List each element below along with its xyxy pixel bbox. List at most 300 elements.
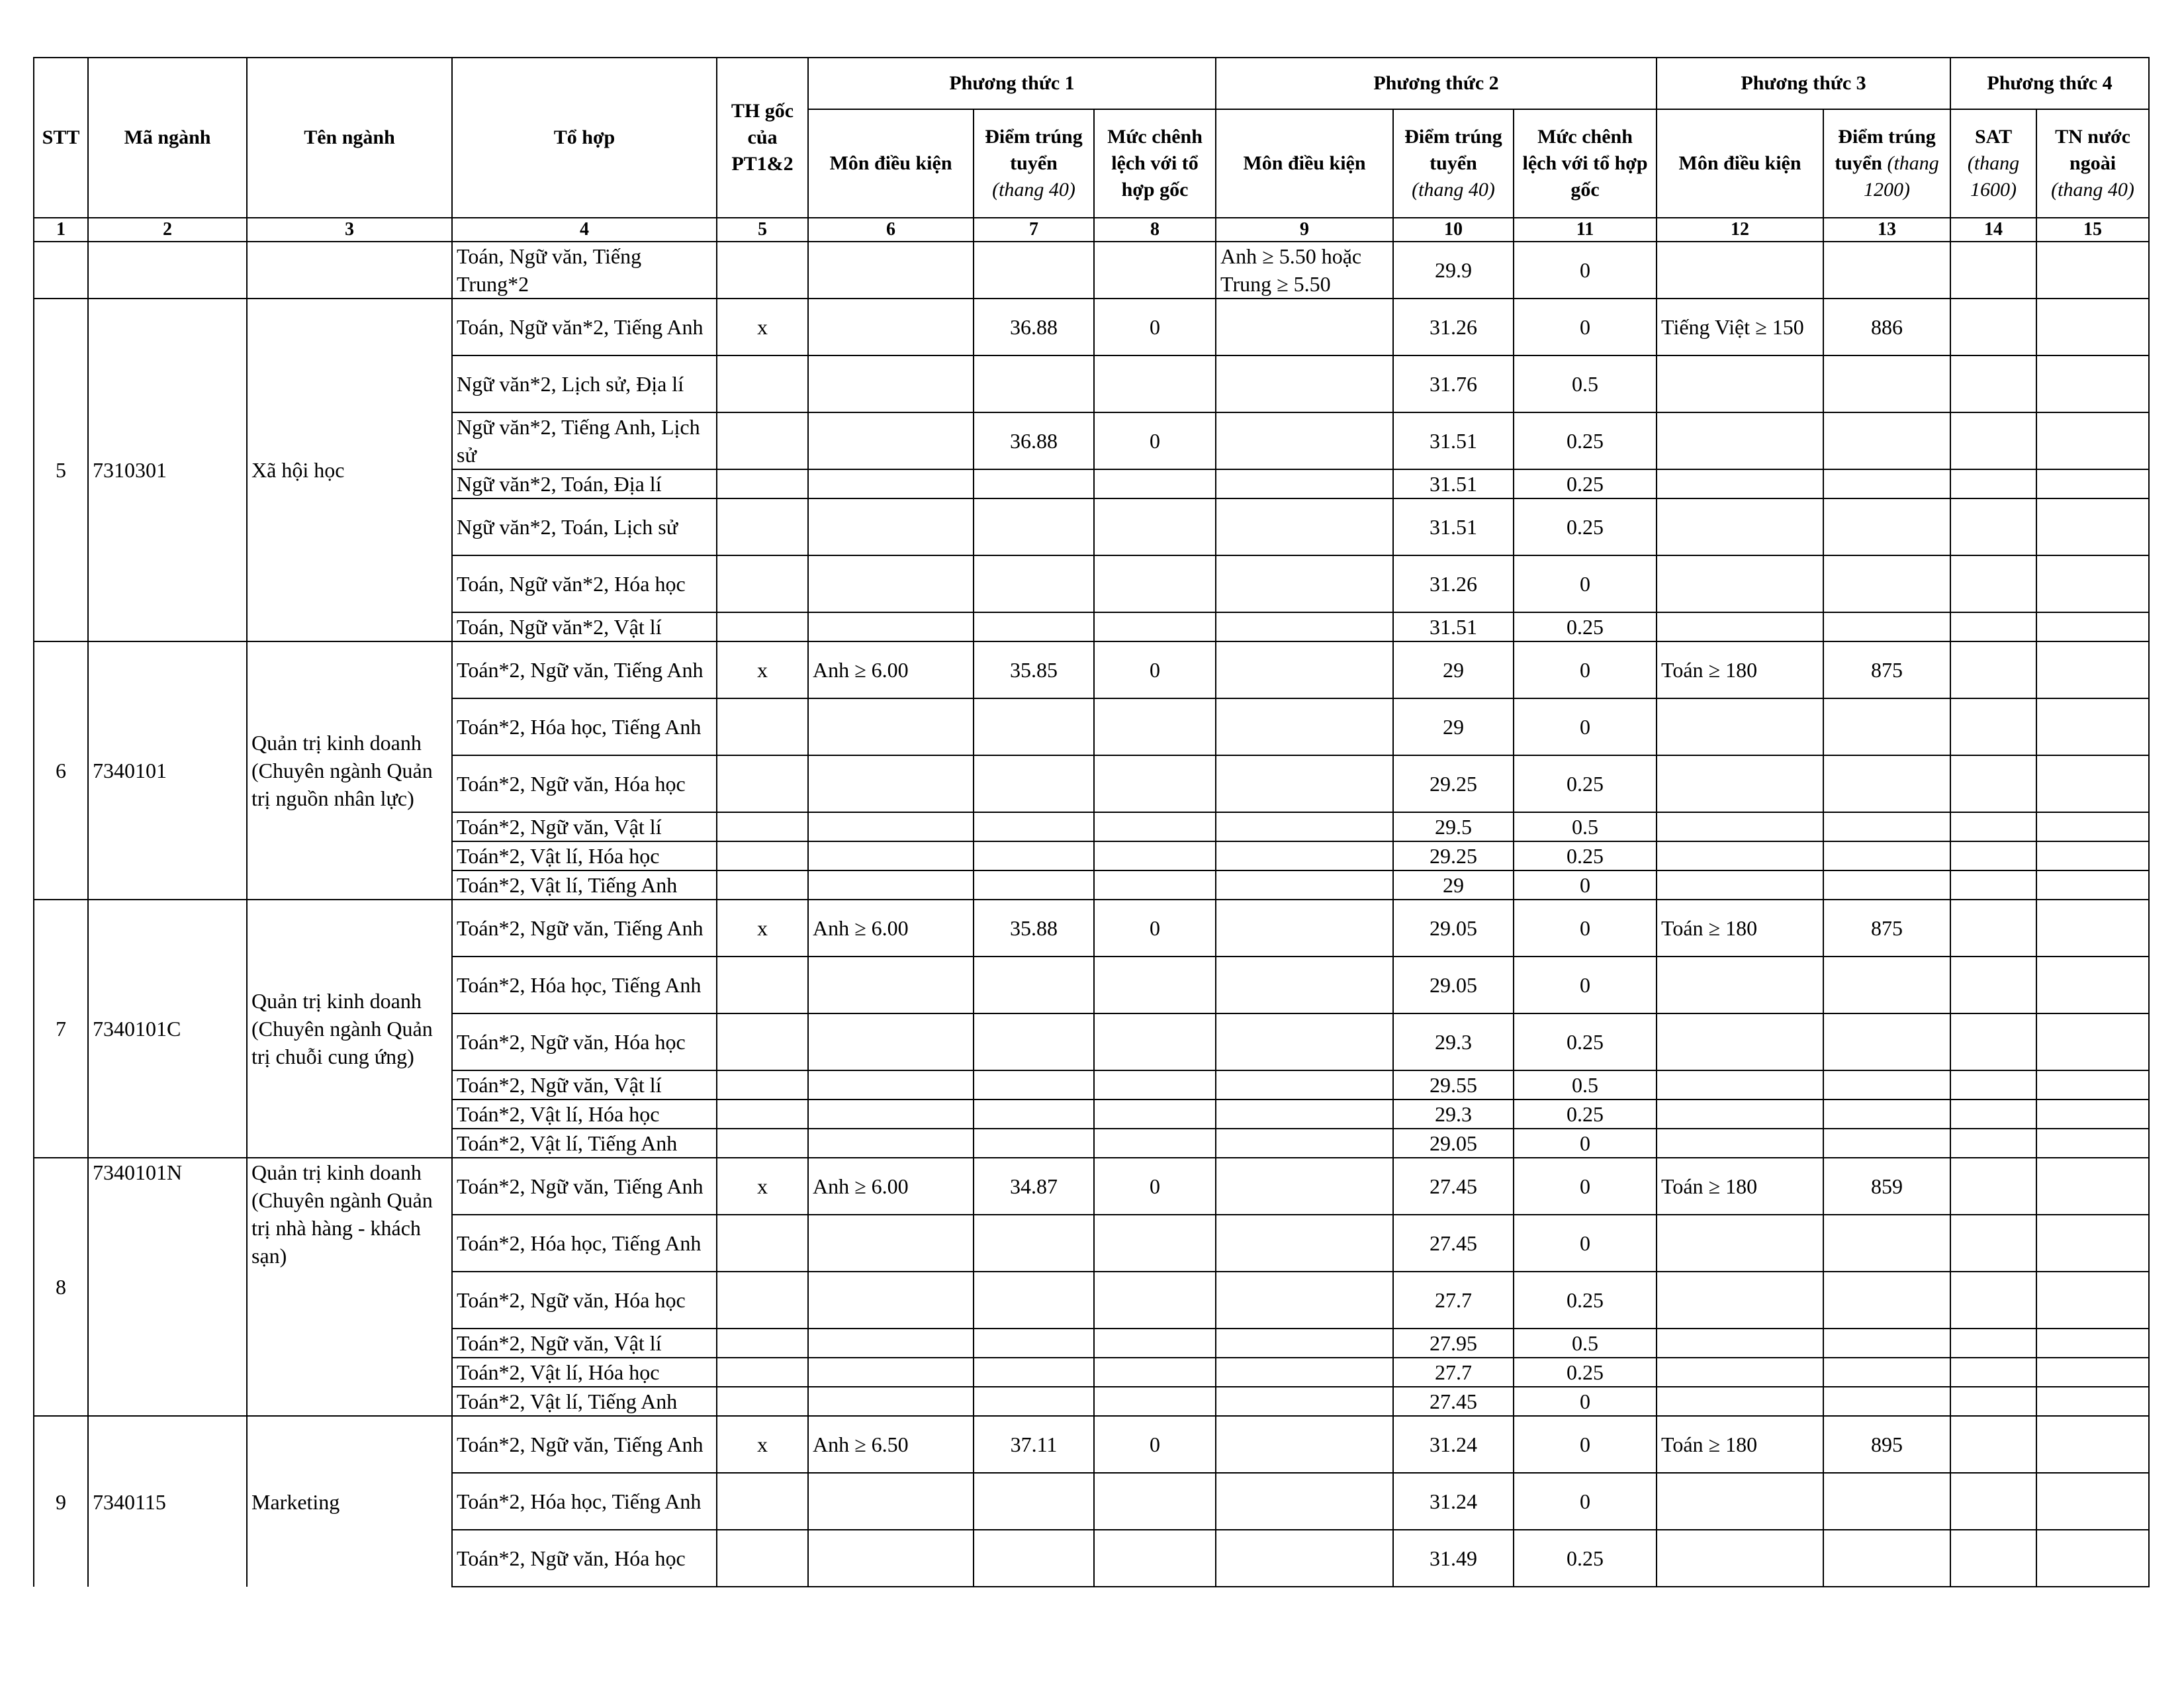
pt1-chenh-lech-cell: 0: [1094, 299, 1216, 355]
pt2-chenh-lech-cell: 0.25: [1514, 498, 1657, 555]
pt2-mon-dieu-kien-cell: [1216, 612, 1393, 641]
column-number: 10: [1393, 218, 1514, 242]
header-pt2-chenh-lech: Mức chênh lệch với tổ hợp gốc: [1514, 109, 1657, 218]
pt3-diem-cell: [1823, 812, 1950, 841]
th-goc-cell: [717, 1530, 808, 1587]
column-number: 1: [34, 218, 88, 242]
pt2-chenh-lech-cell: 0.25: [1514, 841, 1657, 870]
pt1-chenh-lech-cell: [1094, 1100, 1216, 1129]
th-goc-cell: [717, 1358, 808, 1387]
pt2-diem-cell: 31.51: [1393, 498, 1514, 555]
pt2-chenh-lech-cell: 0: [1514, 1158, 1657, 1215]
pt2-chenh-lech-cell: 0.5: [1514, 355, 1657, 412]
pt2-mon-dieu-kien-cell: [1216, 841, 1393, 870]
sat-cell: [1950, 1358, 2036, 1387]
sat-cell: [1950, 1272, 2036, 1329]
to-hop-cell: Toán, Ngữ văn, Tiếng Trung*2: [452, 242, 717, 299]
header-ma-nganh: Mã ngành: [88, 58, 247, 218]
tn-nuoc-ngoai-cell: [2036, 755, 2149, 812]
pt2-chenh-lech-cell: 0.25: [1514, 1358, 1657, 1387]
pt2-diem-cell: 27.45: [1393, 1387, 1514, 1416]
header-sat-scale: (thang 1600): [1967, 152, 2020, 201]
column-number: 8: [1094, 218, 1216, 242]
pt3-diem-cell: [1823, 412, 1950, 469]
pt2-diem-cell: 31.24: [1393, 1473, 1514, 1530]
pt2-mon-dieu-kien-cell: [1216, 412, 1393, 469]
sat-cell: [1950, 755, 2036, 812]
sat-cell: [1950, 1329, 2036, 1358]
header-pt1-diem-scale: (thang 40): [992, 179, 1075, 201]
pt2-mon-dieu-kien-cell: Anh ≥ 5.50 hoặc Trung ≥ 5.50: [1216, 242, 1393, 299]
to-hop-cell: Toán*2, Vật lí, Tiếng Anh: [452, 870, 717, 900]
tn-nuoc-ngoai-cell: [2036, 870, 2149, 900]
tn-nuoc-ngoai-cell: [2036, 1013, 2149, 1070]
to-hop-cell: Toán*2, Ngữ văn, Tiếng Anh: [452, 641, 717, 698]
pt1-mon-dieu-kien-cell: [808, 841, 974, 870]
pt2-diem-cell: 31.24: [1393, 1416, 1514, 1473]
tn-nuoc-ngoai-cell: [2036, 957, 2149, 1013]
pt2-mon-dieu-kien-cell: [1216, 355, 1393, 412]
pt3-mon-dieu-kien-cell: [1657, 1387, 1823, 1416]
sat-cell: [1950, 812, 2036, 841]
pt2-mon-dieu-kien-cell: [1216, 1358, 1393, 1387]
pt1-chenh-lech-cell: [1094, 870, 1216, 900]
pt2-mon-dieu-kien-cell: [1216, 812, 1393, 841]
pt2-chenh-lech-cell: 0: [1514, 1416, 1657, 1473]
pt2-mon-dieu-kien-cell: [1216, 1129, 1393, 1158]
sat-cell: [1950, 355, 2036, 412]
pt2-mon-dieu-kien-cell: [1216, 1272, 1393, 1329]
to-hop-cell: Toán*2, Ngữ văn, Vật lí: [452, 1070, 717, 1100]
header-sat: [1950, 109, 2036, 218]
to-hop-cell: Toán*2, Vật lí, Hóa học: [452, 1100, 717, 1129]
tn-nuoc-ngoai-cell: [2036, 698, 2149, 755]
pt2-mon-dieu-kien-cell: [1216, 1530, 1393, 1587]
pt2-diem-cell: 29.05: [1393, 957, 1514, 1013]
column-number: 13: [1823, 218, 1950, 242]
pt1-diem-cell: [974, 1070, 1094, 1100]
pt2-diem-cell: 29: [1393, 698, 1514, 755]
stt-cell: [34, 242, 88, 299]
pt1-mon-dieu-kien-cell: [808, 355, 974, 412]
ten-nganh-cell: Marketing: [247, 1416, 452, 1587]
pt2-diem-cell: 27.7: [1393, 1358, 1514, 1387]
to-hop-cell: Toán*2, Hóa học, Tiếng Anh: [452, 698, 717, 755]
tn-nuoc-ngoai-cell: [2036, 469, 2149, 498]
pt2-mon-dieu-kien-cell: [1216, 299, 1393, 355]
to-hop-cell: Toán*2, Hóa học, Tiếng Anh: [452, 1215, 717, 1272]
pt2-mon-dieu-kien-cell: [1216, 1387, 1393, 1416]
th-goc-cell: [717, 1129, 808, 1158]
pt3-diem-cell: [1823, 1215, 1950, 1272]
pt3-diem-cell: 895: [1823, 1416, 1950, 1473]
pt1-mon-dieu-kien-cell: [808, 1215, 974, 1272]
pt1-diem-cell: [974, 498, 1094, 555]
to-hop-cell: Toán*2, Ngữ văn, Hóa học: [452, 755, 717, 812]
pt2-chenh-lech-cell: 0: [1514, 1387, 1657, 1416]
pt3-mon-dieu-kien-cell: [1657, 1129, 1823, 1158]
pt3-mon-dieu-kien-cell: [1657, 355, 1823, 412]
table-row: [34, 1416, 2149, 1473]
pt2-chenh-lech-cell: 0: [1514, 1473, 1657, 1530]
pt3-diem-cell: [1823, 1272, 1950, 1329]
to-hop-cell: Toán*2, Ngữ văn, Vật lí: [452, 1329, 717, 1358]
pt1-chenh-lech-cell: [1094, 1358, 1216, 1387]
pt3-mon-dieu-kien-cell: Toán ≥ 180: [1657, 900, 1823, 957]
to-hop-cell: Toán*2, Hóa học, Tiếng Anh: [452, 1473, 717, 1530]
header-row-1: [34, 58, 2149, 109]
sat-cell: [1950, 1530, 2036, 1587]
sat-cell: [1950, 900, 2036, 957]
th-goc-cell: [717, 870, 808, 900]
pt2-mon-dieu-kien-cell: [1216, 498, 1393, 555]
pt2-diem-cell: 29.25: [1393, 841, 1514, 870]
pt1-mon-dieu-kien-cell: Anh ≥ 6.00: [808, 641, 974, 698]
pt2-mon-dieu-kien-cell: [1216, 1013, 1393, 1070]
tn-nuoc-ngoai-cell: [2036, 841, 2149, 870]
pt2-diem-cell: 29.05: [1393, 900, 1514, 957]
th-goc-cell: [717, 812, 808, 841]
pt1-diem-cell: [974, 1473, 1094, 1530]
pt2-chenh-lech-cell: 0.25: [1514, 469, 1657, 498]
table-row: [34, 1158, 2149, 1215]
table-body: [34, 242, 2149, 1587]
pt2-mon-dieu-kien-cell: [1216, 957, 1393, 1013]
th-goc-cell: [717, 1387, 808, 1416]
pt2-chenh-lech-cell: 0: [1514, 957, 1657, 1013]
pt1-chenh-lech-cell: [1094, 957, 1216, 1013]
pt1-chenh-lech-cell: [1094, 755, 1216, 812]
pt3-mon-dieu-kien-cell: [1657, 242, 1823, 299]
tn-nuoc-ngoai-cell: [2036, 1129, 2149, 1158]
table-row: [34, 641, 2149, 698]
pt3-mon-dieu-kien-cell: [1657, 412, 1823, 469]
pt2-chenh-lech-cell: 0.25: [1514, 755, 1657, 812]
pt2-diem-cell: 27.45: [1393, 1215, 1514, 1272]
pt1-mon-dieu-kien-cell: [808, 1013, 974, 1070]
pt1-chenh-lech-cell: [1094, 1530, 1216, 1587]
pt1-mon-dieu-kien-cell: [808, 498, 974, 555]
pt3-mon-dieu-kien-cell: [1657, 1070, 1823, 1100]
th-goc-cell: [717, 1272, 808, 1329]
tn-nuoc-ngoai-cell: [2036, 555, 2149, 612]
th-goc-cell: x: [717, 1416, 808, 1473]
to-hop-cell: Toán*2, Ngữ văn, Hóa học: [452, 1530, 717, 1587]
pt2-diem-cell: 29.55: [1393, 1070, 1514, 1100]
pt1-chenh-lech-cell: [1094, 1387, 1216, 1416]
pt2-diem-cell: 27.7: [1393, 1272, 1514, 1329]
pt2-diem-cell: 27.45: [1393, 1158, 1514, 1215]
pt1-mon-dieu-kien-cell: [808, 1329, 974, 1358]
pt2-diem-cell: 29: [1393, 641, 1514, 698]
pt2-chenh-lech-cell: 0.25: [1514, 1272, 1657, 1329]
pt2-diem-cell: 31.51: [1393, 412, 1514, 469]
pt1-chenh-lech-cell: 0: [1094, 412, 1216, 469]
pt1-diem-cell: [974, 1013, 1094, 1070]
pt3-diem-cell: [1823, 355, 1950, 412]
pt1-chenh-lech-cell: 0: [1094, 1416, 1216, 1473]
th-goc-cell: [717, 698, 808, 755]
pt1-mon-dieu-kien-cell: [808, 299, 974, 355]
tn-nuoc-ngoai-cell: [2036, 900, 2149, 957]
pt2-diem-cell: 29.9: [1393, 242, 1514, 299]
sat-cell: [1950, 612, 2036, 641]
tn-nuoc-ngoai-cell: [2036, 1530, 2149, 1587]
admission-score-document: [33, 57, 2148, 1587]
sat-cell: [1950, 1129, 2036, 1158]
pt3-mon-dieu-kien-cell: [1657, 957, 1823, 1013]
pt1-chenh-lech-cell: [1094, 698, 1216, 755]
tn-nuoc-ngoai-cell: [2036, 242, 2149, 299]
pt1-mon-dieu-kien-cell: [808, 755, 974, 812]
pt3-diem-cell: [1823, 957, 1950, 1013]
pt1-chenh-lech-cell: [1094, 812, 1216, 841]
pt3-diem-cell: [1823, 698, 1950, 755]
pt1-diem-cell: [974, 1272, 1094, 1329]
pt1-mon-dieu-kien-cell: Anh ≥ 6.00: [808, 1158, 974, 1215]
pt3-mon-dieu-kien-cell: [1657, 555, 1823, 612]
ma-nganh-cell: 7340101N: [88, 1158, 247, 1416]
pt3-diem-cell: [1823, 755, 1950, 812]
pt3-mon-dieu-kien-cell: Toán ≥ 180: [1657, 641, 1823, 698]
pt3-diem-cell: [1823, 1473, 1950, 1530]
admission-score-table: [33, 57, 2150, 1587]
pt1-chenh-lech-cell: [1094, 841, 1216, 870]
pt3-diem-cell: 875: [1823, 641, 1950, 698]
column-number: 9: [1216, 218, 1393, 242]
tn-nuoc-ngoai-cell: [2036, 1272, 2149, 1329]
th-goc-cell: [717, 498, 808, 555]
to-hop-cell: Toán, Ngữ văn*2, Tiếng Anh: [452, 299, 717, 355]
sat-cell: [1950, 1473, 2036, 1530]
pt1-mon-dieu-kien-cell: [808, 1530, 974, 1587]
pt2-mon-dieu-kien-cell: [1216, 555, 1393, 612]
pt2-chenh-lech-cell: 0.5: [1514, 1070, 1657, 1100]
ten-nganh-cell: Quản trị kinh doanh (Chuyên ngành Quản trị chuỗi cung ứng): [247, 900, 452, 1158]
header-ten-nganh: Tên ngành: [247, 58, 452, 218]
pt3-diem-cell: [1823, 1070, 1950, 1100]
pt2-mon-dieu-kien-cell: [1216, 1329, 1393, 1358]
to-hop-cell: Ngữ văn*2, Tiếng Anh, Lịch sử: [452, 412, 717, 469]
pt1-diem-cell: 35.88: [974, 900, 1094, 957]
ma-nganh-cell: 7340115: [88, 1416, 247, 1587]
pt3-mon-dieu-kien-cell: [1657, 841, 1823, 870]
pt2-mon-dieu-kien-cell: [1216, 469, 1393, 498]
header-pt2-mon-dieu-kien: Môn điều kiện: [1216, 109, 1393, 218]
sat-cell: [1950, 698, 2036, 755]
sat-cell: [1950, 469, 2036, 498]
pt2-diem-cell: 31.51: [1393, 469, 1514, 498]
ma-nganh-cell: [88, 242, 247, 299]
column-number: 12: [1657, 218, 1823, 242]
sat-cell: [1950, 1013, 2036, 1070]
pt1-chenh-lech-cell: [1094, 498, 1216, 555]
header-stt: STT: [34, 58, 88, 218]
pt2-chenh-lech-cell: 0: [1514, 242, 1657, 299]
pt3-diem-cell: [1823, 612, 1950, 641]
th-goc-cell: x: [717, 1158, 808, 1215]
pt1-mon-dieu-kien-cell: [808, 1358, 974, 1387]
header-phuong-thuc-4: Phương thức 4: [1950, 58, 2149, 109]
th-goc-cell: [717, 242, 808, 299]
pt3-diem-cell: [1823, 498, 1950, 555]
tn-nuoc-ngoai-cell: [2036, 1473, 2149, 1530]
ma-nganh-cell: 7340101: [88, 641, 247, 900]
pt2-chenh-lech-cell: 0: [1514, 1215, 1657, 1272]
tn-nuoc-ngoai-cell: [2036, 1158, 2149, 1215]
to-hop-cell: Toán*2, Ngữ văn, Tiếng Anh: [452, 900, 717, 957]
pt1-mon-dieu-kien-cell: [808, 242, 974, 299]
header-pt3-diem: [1823, 109, 1950, 218]
pt1-diem-cell: [974, 755, 1094, 812]
pt3-mon-dieu-kien-cell: [1657, 1473, 1823, 1530]
th-goc-cell: [717, 1013, 808, 1070]
pt1-mon-dieu-kien-cell: [808, 1272, 974, 1329]
pt1-chenh-lech-cell: [1094, 355, 1216, 412]
pt2-diem-cell: 27.95: [1393, 1329, 1514, 1358]
pt1-mon-dieu-kien-cell: Anh ≥ 6.00: [808, 900, 974, 957]
header-pt2-diem: [1393, 109, 1514, 218]
pt1-mon-dieu-kien-cell: Anh ≥ 6.50: [808, 1416, 974, 1473]
pt1-mon-dieu-kien-cell: [808, 1100, 974, 1129]
pt2-mon-dieu-kien-cell: [1216, 870, 1393, 900]
pt1-chenh-lech-cell: [1094, 1215, 1216, 1272]
header-tn-nuoc-ngoai: [2036, 109, 2149, 218]
ma-nganh-cell: 7310301: [88, 299, 247, 641]
pt2-mon-dieu-kien-cell: [1216, 1215, 1393, 1272]
pt1-diem-cell: [974, 1530, 1094, 1587]
pt2-diem-cell: 31.26: [1393, 555, 1514, 612]
pt2-mon-dieu-kien-cell: [1216, 1416, 1393, 1473]
pt2-chenh-lech-cell: 0.25: [1514, 412, 1657, 469]
th-goc-cell: x: [717, 299, 808, 355]
pt2-chenh-lech-cell: 0.25: [1514, 1100, 1657, 1129]
pt3-diem-cell: [1823, 242, 1950, 299]
column-number: 6: [808, 218, 974, 242]
header-phuong-thuc-3: Phương thức 3: [1657, 58, 1950, 109]
pt1-diem-cell: [974, 355, 1094, 412]
pt2-mon-dieu-kien-cell: [1216, 1070, 1393, 1100]
pt2-chenh-lech-cell: 0: [1514, 299, 1657, 355]
pt1-chenh-lech-cell: [1094, 469, 1216, 498]
stt-cell: 5: [34, 299, 88, 641]
pt3-mon-dieu-kien-cell: [1657, 1215, 1823, 1272]
pt3-diem-cell: 859: [1823, 1158, 1950, 1215]
header-phuong-thuc-2: Phương thức 2: [1216, 58, 1657, 109]
pt2-chenh-lech-cell: 0: [1514, 1129, 1657, 1158]
pt2-chenh-lech-cell: 0: [1514, 698, 1657, 755]
pt1-chenh-lech-cell: [1094, 612, 1216, 641]
pt3-diem-cell: [1823, 1129, 1950, 1158]
pt3-diem-cell: [1823, 841, 1950, 870]
th-goc-cell: [717, 1215, 808, 1272]
pt1-diem-cell: [974, 1358, 1094, 1387]
to-hop-cell: Toán*2, Vật lí, Tiếng Anh: [452, 1387, 717, 1416]
tn-nuoc-ngoai-cell: [2036, 1387, 2149, 1416]
header-pt1-diem-label: Điểm trúng tuyển: [985, 126, 1083, 174]
pt1-chenh-lech-cell: 0: [1094, 641, 1216, 698]
pt2-mon-dieu-kien-cell: [1216, 698, 1393, 755]
pt3-mon-dieu-kien-cell: [1657, 1530, 1823, 1587]
header-pt1-diem: [974, 109, 1094, 218]
to-hop-cell: Toán*2, Vật lí, Hóa học: [452, 1358, 717, 1387]
column-number: 15: [2036, 218, 2149, 242]
pt1-mon-dieu-kien-cell: [808, 1129, 974, 1158]
pt2-diem-cell: 29.3: [1393, 1100, 1514, 1129]
pt1-diem-cell: 35.85: [974, 641, 1094, 698]
header-pt1-mon-dieu-kien: Môn điều kiện: [808, 109, 974, 218]
pt1-diem-cell: [974, 555, 1094, 612]
pt2-diem-cell: 29.05: [1393, 1129, 1514, 1158]
th-goc-cell: x: [717, 900, 808, 957]
ten-nganh-cell: Quản trị kinh doanh (Chuyên ngành Quản trị nhà hàng - khách sạn): [247, 1158, 452, 1416]
th-goc-cell: [717, 469, 808, 498]
header-phuong-thuc-1: Phương thức 1: [808, 58, 1216, 109]
pt1-diem-cell: [974, 469, 1094, 498]
pt2-diem-cell: 29.5: [1393, 812, 1514, 841]
tn-nuoc-ngoai-cell: [2036, 1329, 2149, 1358]
pt2-mon-dieu-kien-cell: [1216, 641, 1393, 698]
ten-nganh-cell: [247, 242, 452, 299]
pt3-diem-cell: [1823, 1387, 1950, 1416]
header-sat-label: SAT: [1974, 126, 2013, 148]
column-number: 3: [247, 218, 452, 242]
pt1-diem-cell: [974, 957, 1094, 1013]
pt3-mon-dieu-kien-cell: [1657, 498, 1823, 555]
th-goc-cell: [717, 555, 808, 612]
sat-cell: [1950, 957, 2036, 1013]
tn-nuoc-ngoai-cell: [2036, 299, 2149, 355]
pt1-mon-dieu-kien-cell: [808, 612, 974, 641]
pt1-diem-cell: [974, 1329, 1094, 1358]
tn-nuoc-ngoai-cell: [2036, 1416, 2149, 1473]
sat-cell: [1950, 412, 2036, 469]
pt1-diem-cell: [974, 1100, 1094, 1129]
stt-cell: 6: [34, 641, 88, 900]
pt1-chenh-lech-cell: [1094, 1272, 1216, 1329]
pt3-mon-dieu-kien-cell: Tiếng Việt ≥ 150: [1657, 299, 1823, 355]
sat-cell: [1950, 641, 2036, 698]
sat-cell: [1950, 1100, 2036, 1129]
header-tn-scale: (thang 40): [2051, 179, 2134, 201]
pt3-mon-dieu-kien-cell: [1657, 698, 1823, 755]
pt2-diem-cell: 29.3: [1393, 1013, 1514, 1070]
header-to-hop: Tổ hợp: [452, 58, 717, 218]
to-hop-cell: Ngữ văn*2, Lịch sử, Địa lí: [452, 355, 717, 412]
ten-nganh-cell: Xã hội học: [247, 299, 452, 641]
pt1-mon-dieu-kien-cell: [808, 870, 974, 900]
pt3-diem-cell: 886: [1823, 299, 1950, 355]
pt3-mon-dieu-kien-cell: [1657, 612, 1823, 641]
ma-nganh-cell: 7340101C: [88, 900, 247, 1158]
header-pt3-diem-scale: (thang 1200): [1864, 152, 1939, 201]
sat-cell: [1950, 299, 2036, 355]
th-goc-cell: [717, 412, 808, 469]
tn-nuoc-ngoai-cell: [2036, 412, 2149, 469]
header-pt3-diem-label: Điểm trúng tuyển: [1835, 126, 1936, 174]
pt1-chenh-lech-cell: 0: [1094, 900, 1216, 957]
to-hop-cell: Toán*2, Ngữ văn, Hóa học: [452, 1013, 717, 1070]
th-goc-cell: [717, 612, 808, 641]
pt3-mon-dieu-kien-cell: [1657, 870, 1823, 900]
pt3-diem-cell: 875: [1823, 900, 1950, 957]
th-goc-cell: [717, 957, 808, 1013]
pt2-diem-cell: 31.26: [1393, 299, 1514, 355]
to-hop-cell: Toán*2, Vật lí, Tiếng Anh: [452, 1129, 717, 1158]
pt1-chenh-lech-cell: 0: [1094, 1158, 1216, 1215]
tn-nuoc-ngoai-cell: [2036, 812, 2149, 841]
th-goc-cell: [717, 1473, 808, 1530]
